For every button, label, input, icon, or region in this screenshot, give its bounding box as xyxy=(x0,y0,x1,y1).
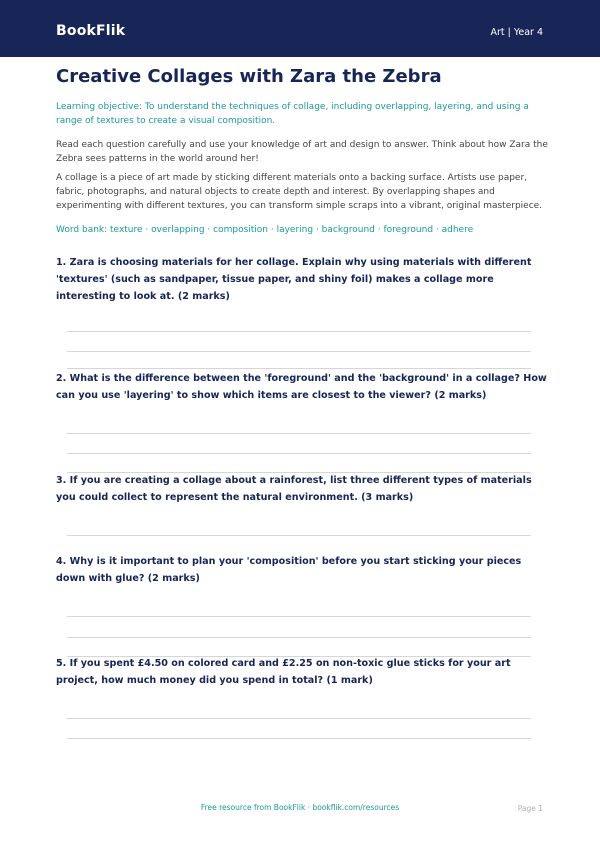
question-2: 2. What is the difference between the 'foreground' and the 'background' in a collage? How can you use 'layering' to show which items are closest to the viewer? (2 marks) xyxy=(56,373,547,401)
answer-line[interactable] xyxy=(67,351,531,352)
answer-line[interactable] xyxy=(67,433,531,434)
footer-resource-link[interactable]: Free resource from BookFlik · bookflik.com/resources xyxy=(200,803,400,812)
question-4: 4. Why is it important to plan your 'composition' before you start sticking your pieces down with glue? (2 marks) xyxy=(56,556,522,584)
answer-line[interactable] xyxy=(67,738,531,739)
answer-line[interactable] xyxy=(67,453,531,454)
answer-line[interactable] xyxy=(67,637,531,638)
answer-line[interactable] xyxy=(67,331,531,332)
question-1: 1. Zara is choosing materials for her collage. Explain why using materials with different 'textures' (such as sandpaper, tissue paper, and shiny foil) makes a collage more interesting to look at. (2 marks) xyxy=(56,257,532,302)
learning-objective: Learning objective: To understand the techniques of collage, including overlapping, layering, and using a range of textures to create a visual composition. xyxy=(56,102,529,126)
word-bank: Word bank: texture · overlapping · composition · layering · background · foreground · adhere xyxy=(56,225,474,235)
brand-logo-text[interactable]: BookFlik xyxy=(56,23,126,39)
answer-line[interactable] xyxy=(67,718,531,719)
intro-paragraph: A collage is a piece of art made by sticking different materials onto a backing surface. Artists use paper, fabric, photographs, and natural objects to create depth and interest. By overlapping shapes and experimenting with different textures, you can transform simple scraps into a vibrant, original masterpiece. xyxy=(56,173,543,211)
question-5: 5. If you spent £4.50 on colored card and £2.25 on non-toxic glue sticks for your art project, how much money did you spend in total? (1 mark) xyxy=(56,658,511,686)
question-3: 3. If you are creating a collage about a rainforest, list three different types of materials you could collect to represent the natural environment. (3 marks) xyxy=(56,475,532,503)
breadcrumb: Art | Year 4 xyxy=(490,27,543,38)
instructions: Read each question carefully and use your knowledge of art and design to answer. Think about how Zara the Zebra sees patterns in the world around her! xyxy=(56,140,548,164)
answer-line[interactable] xyxy=(67,616,531,617)
header-bar xyxy=(0,0,600,57)
page-title: Creative Collages with Zara the Zebra xyxy=(56,66,442,87)
answer-line[interactable] xyxy=(67,368,531,369)
answer-line[interactable] xyxy=(67,535,531,536)
page-number: Page 1 xyxy=(517,804,543,813)
